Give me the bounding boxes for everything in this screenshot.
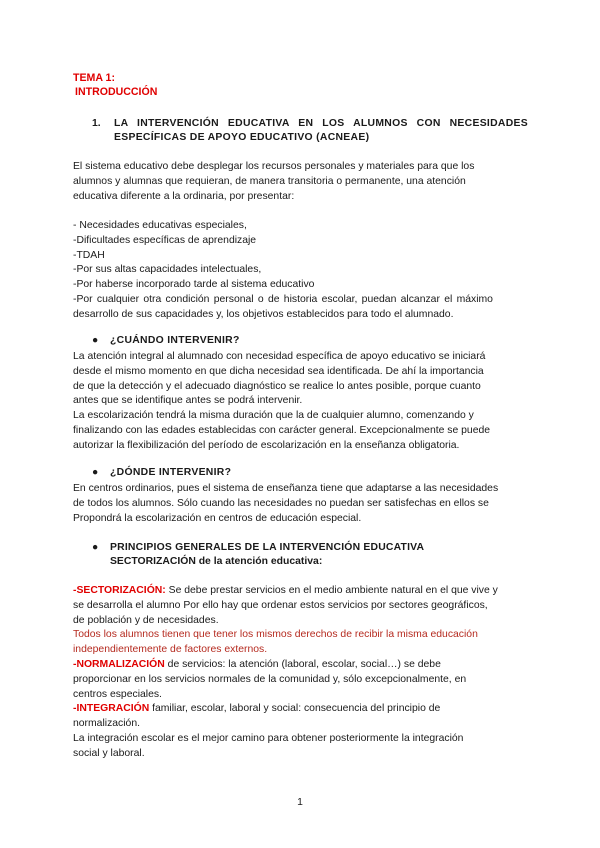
- list-item: -Dificultades específicas de aprendizaje: [73, 234, 257, 246]
- sectorizacion-label: -SECTORIZACIÓN:: [73, 585, 166, 596]
- text-line: autorizar la flexibilización del período de escolarización en la enseñanza obligatoria.: [73, 439, 460, 451]
- integracion-text: familiar, escolar, laboral y social: consecuencia del principio de: [149, 703, 441, 715]
- intro-paragraph: [73, 160, 528, 204]
- list-item-continued: desarrollo de sus capacidades y, los objetivos establecidos para todo el alumnado.: [73, 308, 454, 320]
- chapter-title: INTRODUCCIÓN: [75, 85, 158, 98]
- text-line: En centros ordinarios, pues el sistema de enseñanza tiene que adaptarse a las necesidades: [73, 483, 499, 494]
- list-item: -Por cualquier otra condición personal o de historia escolar, puedan alcanzar el máximo: [73, 293, 493, 305]
- normalizacion-line: [73, 658, 528, 673]
- text-line: de que la detección y el adecuado diagnóstico se realice lo antes posible, porque cuanto: [73, 380, 481, 392]
- text-line: social y laboral.: [73, 747, 145, 759]
- text-line: Propondrá la escolarización en centros de educación especial.: [73, 512, 362, 524]
- text-line: El sistema educativo debe desplegar los recursos personales y materiales para que los: [73, 161, 475, 172]
- text-line: proporcionar en los servicios normales de la comunidad y, sólo excepcionalmente, en: [73, 673, 467, 685]
- text-line: de todos los alumnos. Sólo cuando las necesidades no puedan ser satisfechas en ellos se: [73, 497, 489, 509]
- chapter-heading: [73, 72, 528, 99]
- chapter-number: TEMA 1:: [73, 72, 115, 84]
- normalizacion-text: de servicios: la atención (laboral, escolar, social…) se debe: [164, 658, 441, 670]
- cuando-title: ¿CUÁNDO INTERVENIR?: [110, 335, 240, 346]
- needs-list: [73, 219, 528, 323]
- cuando-paragraph: [73, 350, 528, 454]
- page-number: 1: [297, 797, 303, 808]
- integracion-line: [73, 702, 528, 717]
- list-item: -Por haberse incorporado tarde al sistema educativo: [73, 279, 315, 291]
- text-line: normalización.: [73, 718, 140, 730]
- section-number: 1.: [92, 118, 101, 129]
- principles-body: [73, 584, 528, 762]
- bullet-icon: ●: [92, 467, 99, 478]
- text-line: finalizando con las edades establecidas con carácter general. Excepcionalmente se puede: [73, 424, 491, 436]
- principios-heading: [92, 541, 532, 570]
- cuando-heading: [92, 334, 532, 348]
- text-line: La atención integral al alumnado con necesidad específica de apoyo educativo se iniciará: [73, 351, 486, 362]
- integracion-label: -INTEGRACIÓN: [73, 703, 150, 715]
- list-item: -Por sus altas capacidades intelectuales,: [73, 264, 262, 276]
- principios-title: [92, 541, 532, 570]
- text-line: alumnos y alumnas que requieran, de manera transitoria o permanente, una atención: [73, 175, 466, 187]
- section-title: LA INTERVENCIÓN EDUCATIVA EN LOS ALUMNOS CON NECESIDADES ESPECÍFICAS DE APOYO EDUCATIVO (ACNEAE): [114, 118, 528, 144]
- donde-paragraph: [73, 482, 528, 526]
- text-line: centros especiales.: [73, 688, 162, 700]
- text-line: La integración escolar es el mejor camino para obtener posteriormente la integración: [73, 732, 464, 744]
- list-item: -TDAH: [73, 249, 105, 261]
- sectorizacion-line: [73, 584, 528, 599]
- text-line: de población y de necesidades.: [73, 614, 219, 626]
- list-item: - Necesidades educativas especiales,: [73, 220, 247, 231]
- bullet-icon: ●: [92, 335, 99, 346]
- sectorizacion-text: Se debe prestar servicios en el medio ambiente natural en el que vive y: [165, 585, 498, 596]
- normalizacion-label: -NORMALIZACIÓN: [73, 658, 165, 670]
- bullet-icon: ●: [92, 542, 99, 553]
- principios-title-line2: SECTORIZACIÓN de la atención educativa:: [110, 556, 323, 568]
- highlight-line: independientemente de factores externos.: [73, 644, 268, 656]
- donde-title: ¿DÓNDE INTERVENIR?: [110, 467, 232, 478]
- text-line: desde el mismo momento en que dicha necesidad sea identificada. De ahí la importancia: [73, 365, 484, 377]
- highlight-line: Todos los alumnos tienen que tener los mismos derechos de recibir la misma educación: [73, 629, 478, 641]
- section-heading: [92, 117, 528, 146]
- text-line: se desarrolla el alumno Por ello hay que ordenar estos servicios por sectores geográficos,: [73, 599, 488, 611]
- text-line: La escolarización tendrá la misma duración que la de cualquier alumno, comenzando y: [73, 410, 474, 422]
- donde-heading: [92, 466, 532, 480]
- text-line: antes que se identifique antes se podrá intervenir.: [73, 395, 303, 407]
- text-line: educativa diferente a la ordinaria, por presentar:: [73, 190, 295, 202]
- principios-title-line1: PRINCIPIOS GENERALES DE LA INTERVENCIÓN EDUCATIVA: [110, 542, 425, 553]
